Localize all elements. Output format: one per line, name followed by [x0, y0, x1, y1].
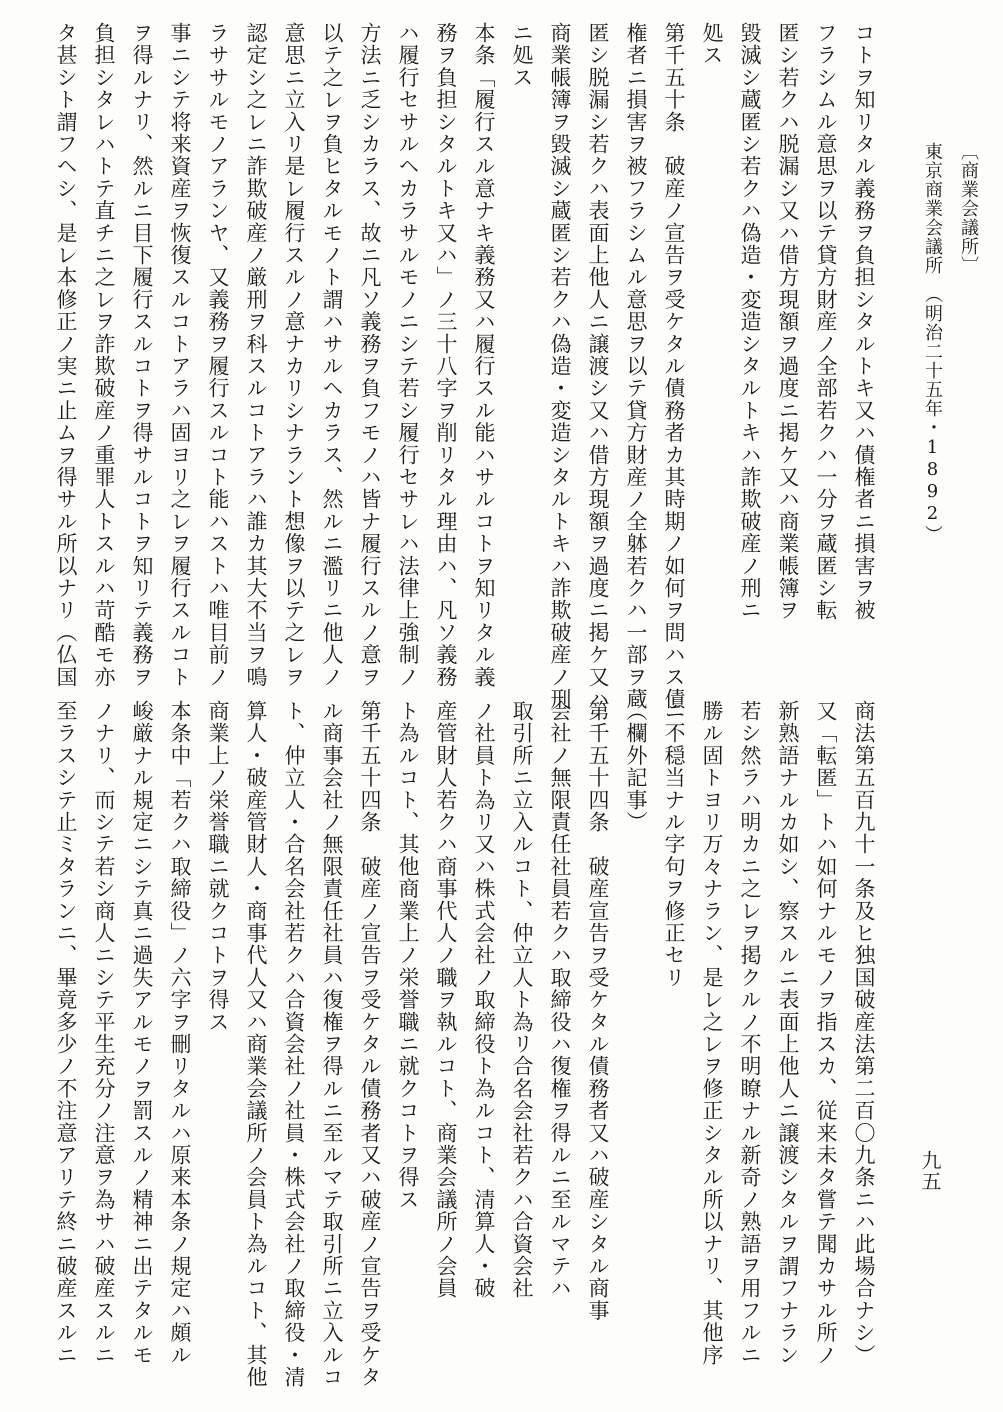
commentary-line: 峻厳ナル規定ニシテ真ニ過失アルモノヲ罰スルノ精神ニ出テタルモ: [130, 700, 154, 1366]
marginal-note: （欄外記事）: [624, 700, 648, 834]
commentary-line: ヲ得ルナリ、然ルニ目下履行スルコトヲ得サルコトヲ知リテ義務ヲ: [130, 22, 154, 689]
commentary-line: 事ニシテ将来資産ヲ恢復スルコトアラハ固ヨリ之レヲ履行スルコト: [168, 22, 192, 688]
text-line: 商業上ノ栄誉職ニ就クコトヲ得ス: [206, 700, 230, 1033]
text-line: 処ス: [700, 22, 724, 67]
commentary-line: ラササルモノアランヤ、又義務ヲ履行スルコト能ハストハ唯目前ノ: [206, 22, 230, 688]
text-line: ル商事会社ノ無限責任社員ハ復権ヲ得ルニ至ルマテ取引所ニ立入ルコ: [320, 700, 344, 1389]
commentary-line: 商法第五百九十一条及ヒ独国破産法第二百〇九条ニハ此場合ナシ）: [852, 700, 876, 1366]
text-line: 匿シ若クハ脱漏シ又ハ借方現額ヲ過度ニ掲ケ又ハ商業帳簿ヲ: [776, 22, 800, 622]
text-line: ト為ルコト、其他商業上ノ栄誉職ニ就クコトヲ得ス: [396, 700, 420, 1211]
commentary-line: 若シ然ラハ明カニ之レヲ掲クルノ不明瞭ナル新奇ノ熟語ヲ用フルニ: [738, 700, 762, 1366]
article-heading: 第千五十四条 破産宣告ヲ受ケタル債務者又ハ破産シタル商事: [586, 700, 610, 1322]
text-line: 商業帳簿ヲ毀滅シ蔵匿シ若クハ偽造・変造シタルトキハ詐欺破産ノ刑: [548, 22, 572, 711]
commentary-line: 意思ニ立入リ是レ履行スルノ意ナカリシナラント想像ヲ以テ之レヲ: [282, 22, 306, 688]
text-line: 取引所ニ立入ルコト、仲立人ト為リ合名会社若クハ合資会社: [510, 700, 534, 1300]
commentary-line: ニ不穏当ナル字句ヲ修正セリ: [662, 700, 686, 989]
commentary-line: 新熟語ナルカ如シ、察スルニ表面上他人ニ譲渡シタルヲ謂フナラン: [776, 700, 800, 1366]
commentary-line: ハ履行セサルヘカラサルモノニシテ若シ履行セサレハ法律上強制ノ: [396, 22, 420, 688]
commentary-line: 負担シタレハトテ直チニ之レヲ詐欺破産ノ重罪人トスルハ苛酷モ亦: [92, 22, 116, 688]
footer-source: 東京商業会議所 （明治二十五年・1892）: [922, 142, 943, 544]
commentary-line: 方法ニ乏シカラス、故ニ凡ソ義務ヲ負フモノハ皆ナ履行スルノ意ヲ: [358, 22, 382, 688]
text-line: フラシムル意思ヲ以テ貸方財産ノ全部若クハ一分ヲ蔵匿シ転: [814, 22, 838, 622]
page-number: 九五: [918, 1150, 942, 1192]
text-line: ト、仲立人・合名会社若クハ合資会社ノ社員・株式会社ノ取締役・清: [282, 700, 306, 1389]
commentary-line: 以テ之レヲ負ヒタルモノト謂ハサルヘカラス、然ルニ濫リニ他人ノ: [320, 22, 344, 688]
text-line: 会社ノ無限責任社員若クハ取締役ハ復権ヲ得ルニ至ルマテハ: [548, 700, 572, 1300]
commentary-line: 認定シ之レニ詐欺破産ノ厳刑ヲ科スルコトアラハ誰カ其大不当ヲ鳴: [244, 22, 268, 688]
commentary-line: 勝ル固トヨリ万々ナラン、是レ之レヲ修正シタル所以ナリ、其他序: [700, 700, 724, 1366]
text-line: 算人・破産管財人・商事代人又ハ商業会議所ノ会員ト為ルコト、其他: [244, 700, 268, 1389]
text-line: コトヲ知リタル義務ヲ負担シタルトキ又ハ債権者ニ損害ヲ被: [852, 22, 876, 622]
text-line: 匿シ脱漏シ若クハ表面上他人ニ譲渡シ又ハ借方現額ヲ過度ニ掲ケ又ハ: [586, 22, 610, 711]
commentary-line: 本条「履行スル意ナキ義務又ハ履行スル能ハサルコトヲ知リタル義: [472, 22, 496, 688]
text-line: 権者ニ損害ヲ被フラシムル意思ヲ以テ貸方財産ノ全躰若クハ一部ヲ蔵: [624, 22, 648, 711]
upper-text-block: [47, 22, 883, 711]
commentary-line: ノナリ、而シテ若シ商人ニシテ平生充分ノ注意ヲ為サハ破産スルニ: [92, 700, 116, 1366]
commentary-line: 至ラスシテ止ミタランニ、畢竟多少ノ不注意アリテ終ニ破産スルニ: [54, 700, 78, 1366]
commentary-line: 又「転匿」トハ如何ナルモノヲ指スカ、従来未タ嘗テ聞カサル所ノ: [814, 700, 838, 1366]
article-heading: 第千五十条 破産ノ宣告ヲ受ケタル債務者カ其時期ノ如何ヲ問ハス債: [662, 22, 686, 711]
article-heading: 第千五十四条 破産ノ宣告ヲ受ケタル債務者又ハ破産ノ宣告ヲ受ケタ: [358, 700, 382, 1389]
lower-text-block: [47, 700, 883, 1389]
commentary-line: タ甚シト謂フヘシ、是レ本修正ノ実ニ止ムヲ得サル所以ナリ（仏国: [54, 22, 78, 688]
commentary-line: 本条中「若クハ取締役」ノ六字ヲ刪リタルハ原来本条ノ規定ハ頗ル: [168, 700, 192, 1366]
text-line: 産管財人若クハ商事代人ノ職ヲ執ルコト、商業会議所ノ会員: [434, 700, 458, 1300]
footer-bracket-label: 〔商業会議所〕: [958, 142, 979, 275]
commentary-line: 務ヲ負担シタルトキ又ハ」ノ三十八字ヲ削リタル理由ハ、凡ソ義務: [434, 22, 458, 688]
text-line: 毀滅シ蔵匿シ若クハ偽造・変造シタルトキハ詐欺破産ノ刑ニ: [738, 22, 762, 622]
text-line: ニ処ス: [510, 22, 534, 89]
text-line: ノ社員ト為リ又ハ株式会社ノ取締役ト為ルコト、清算人・破: [472, 700, 496, 1300]
